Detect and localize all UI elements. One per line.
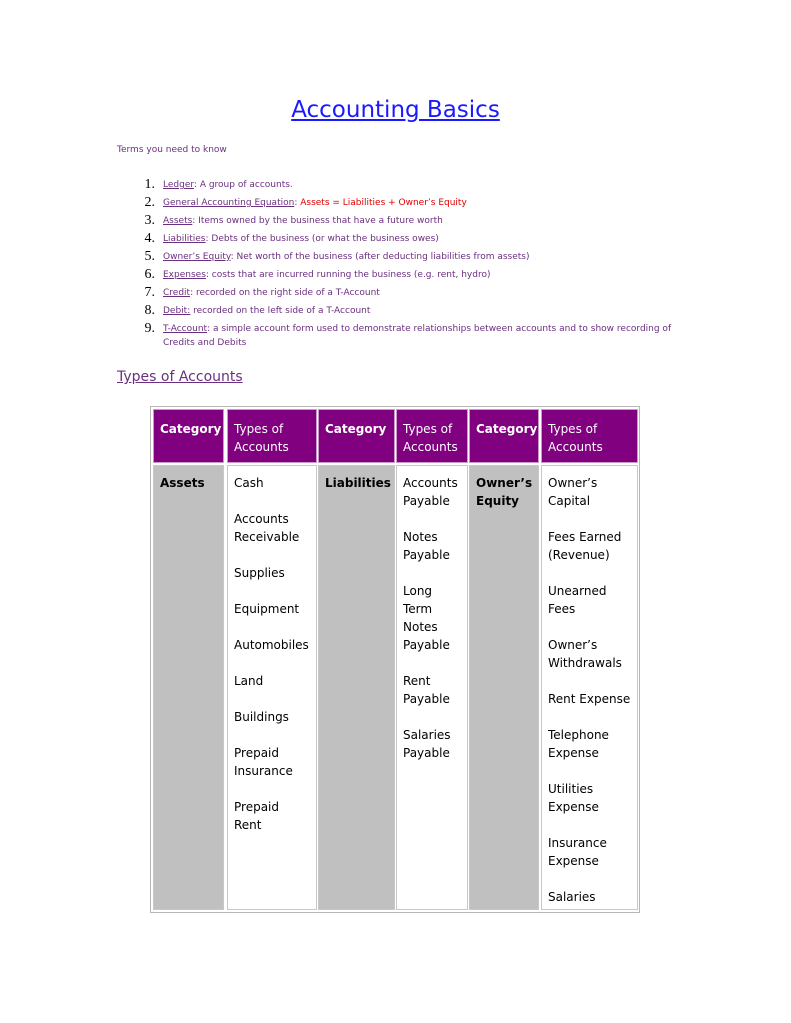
category-label: Liabilities	[325, 476, 391, 490]
section-title: Types of Accounts	[117, 369, 243, 385]
accounts-table	[150, 406, 640, 913]
account-type: Salaries Payable	[403, 728, 451, 760]
term-name: Assets	[163, 216, 193, 226]
account-type: Salaries	[548, 890, 596, 904]
term-name: Credit	[163, 288, 191, 298]
liabilities-category-column	[318, 409, 395, 910]
column-header: Category	[469, 409, 539, 463]
term-separator: :	[230, 252, 237, 262]
term-item	[117, 266, 697, 284]
term-number: 9.	[144, 321, 155, 336]
column-header: Types of Accounts	[541, 409, 638, 463]
term-number: 2.	[144, 195, 155, 210]
account-type: Prepaid Insurance	[234, 746, 293, 778]
category-cell	[153, 465, 224, 910]
column-header: Category	[318, 409, 395, 463]
column-header: Types of Accounts	[227, 409, 317, 463]
term-item	[117, 320, 697, 350]
assets-types-column	[227, 409, 317, 910]
term-description: a simple account form used to demonstrate relationships between accounts and to show recording of Credits and Debits	[163, 324, 672, 348]
types-cell	[227, 465, 317, 910]
term-number: 8.	[144, 303, 155, 318]
account-type: Prepaid Rent	[234, 800, 279, 832]
liabilities-types-column	[396, 409, 468, 910]
term-description: A group of accounts.	[199, 180, 293, 190]
types-cell	[541, 465, 638, 910]
term-number: 1.	[144, 177, 155, 192]
term-number: 5.	[144, 249, 155, 264]
term-item	[117, 248, 697, 266]
term-separator: :	[205, 270, 212, 280]
term-description: Assets = Liabilities + Owner’s Equity	[300, 198, 467, 208]
account-type: Fees Earned (Revenue)	[548, 530, 622, 562]
term-separator: :	[207, 324, 213, 334]
account-type: Utilities Expense	[548, 782, 599, 814]
equity-category-column	[469, 409, 539, 910]
term-number: 7.	[144, 285, 155, 300]
account-type: Accounts Payable	[403, 476, 458, 508]
term-item	[117, 176, 697, 194]
column-header: Types of Accounts	[396, 409, 468, 463]
intro-text: Terms you need to know	[117, 145, 227, 155]
term-name: Owner’s Equity	[163, 252, 231, 262]
term-item	[117, 212, 697, 230]
term-description: recorded on the left side of a T-Account	[193, 306, 371, 316]
page-title[interactable]: Accounting Basics	[291, 97, 500, 123]
term-separator: :	[190, 288, 196, 298]
term-separator: :	[294, 198, 301, 208]
term-separator: :	[193, 180, 200, 190]
account-type: Rent Payable	[403, 674, 450, 706]
term-description: Debts of the business (or what the business owes)	[211, 234, 439, 244]
account-type: Owner’s Capital	[548, 476, 598, 508]
term-item	[117, 302, 697, 320]
category-cell	[469, 465, 539, 910]
term-number: 6.	[144, 267, 155, 282]
account-type: Owner’s Withdrawals	[548, 638, 622, 670]
term-description: costs that are incurred running the business (e.g. rent, hydro)	[211, 270, 491, 280]
account-type: Telephone Expense	[548, 728, 609, 760]
account-type: Long Term Notes Payable	[403, 584, 450, 652]
category-cell	[318, 465, 395, 910]
account-type: Accounts Receivable	[234, 512, 300, 544]
types-cell	[396, 465, 468, 910]
term-name: General Accounting Equation	[163, 198, 295, 208]
term-item	[117, 230, 697, 248]
term-name: Expenses	[163, 270, 206, 280]
term-number: 3.	[144, 213, 155, 228]
category-label: Owner’s Equity	[476, 476, 533, 508]
account-type: Land	[234, 674, 264, 688]
term-number: 4.	[144, 231, 155, 246]
term-name: Ledger	[163, 180, 194, 190]
account-type: Rent Expense	[548, 692, 631, 706]
equity-types-column	[541, 409, 638, 910]
term-separator: :	[205, 234, 212, 244]
term-name: Debit:	[163, 306, 191, 316]
account-type: Cash	[234, 476, 264, 490]
column-header: Category	[153, 409, 224, 463]
account-type: Insurance Expense	[548, 836, 607, 868]
term-description: Items owned by the business that have a future worth	[198, 216, 443, 226]
term-name: T-Account	[163, 324, 208, 334]
term-name: Liabilities	[163, 234, 206, 244]
category-label: Assets	[160, 476, 205, 490]
term-description: recorded on the right side of a T-Account	[195, 288, 380, 298]
term-item	[117, 284, 697, 302]
account-type: Unearned Fees	[548, 584, 607, 616]
terms-list	[117, 176, 697, 350]
account-type: Buildings	[234, 710, 289, 724]
account-type: Supplies	[234, 566, 285, 580]
account-type: Automobiles	[234, 638, 309, 652]
term-separator: :	[192, 216, 199, 226]
account-type: Equipment	[234, 602, 300, 616]
term-item	[117, 194, 697, 212]
assets-category-column	[153, 409, 224, 910]
term-description: Net worth of the business (after deducting liabilities from assets)	[236, 252, 530, 262]
account-type: Notes Payable	[403, 530, 450, 562]
